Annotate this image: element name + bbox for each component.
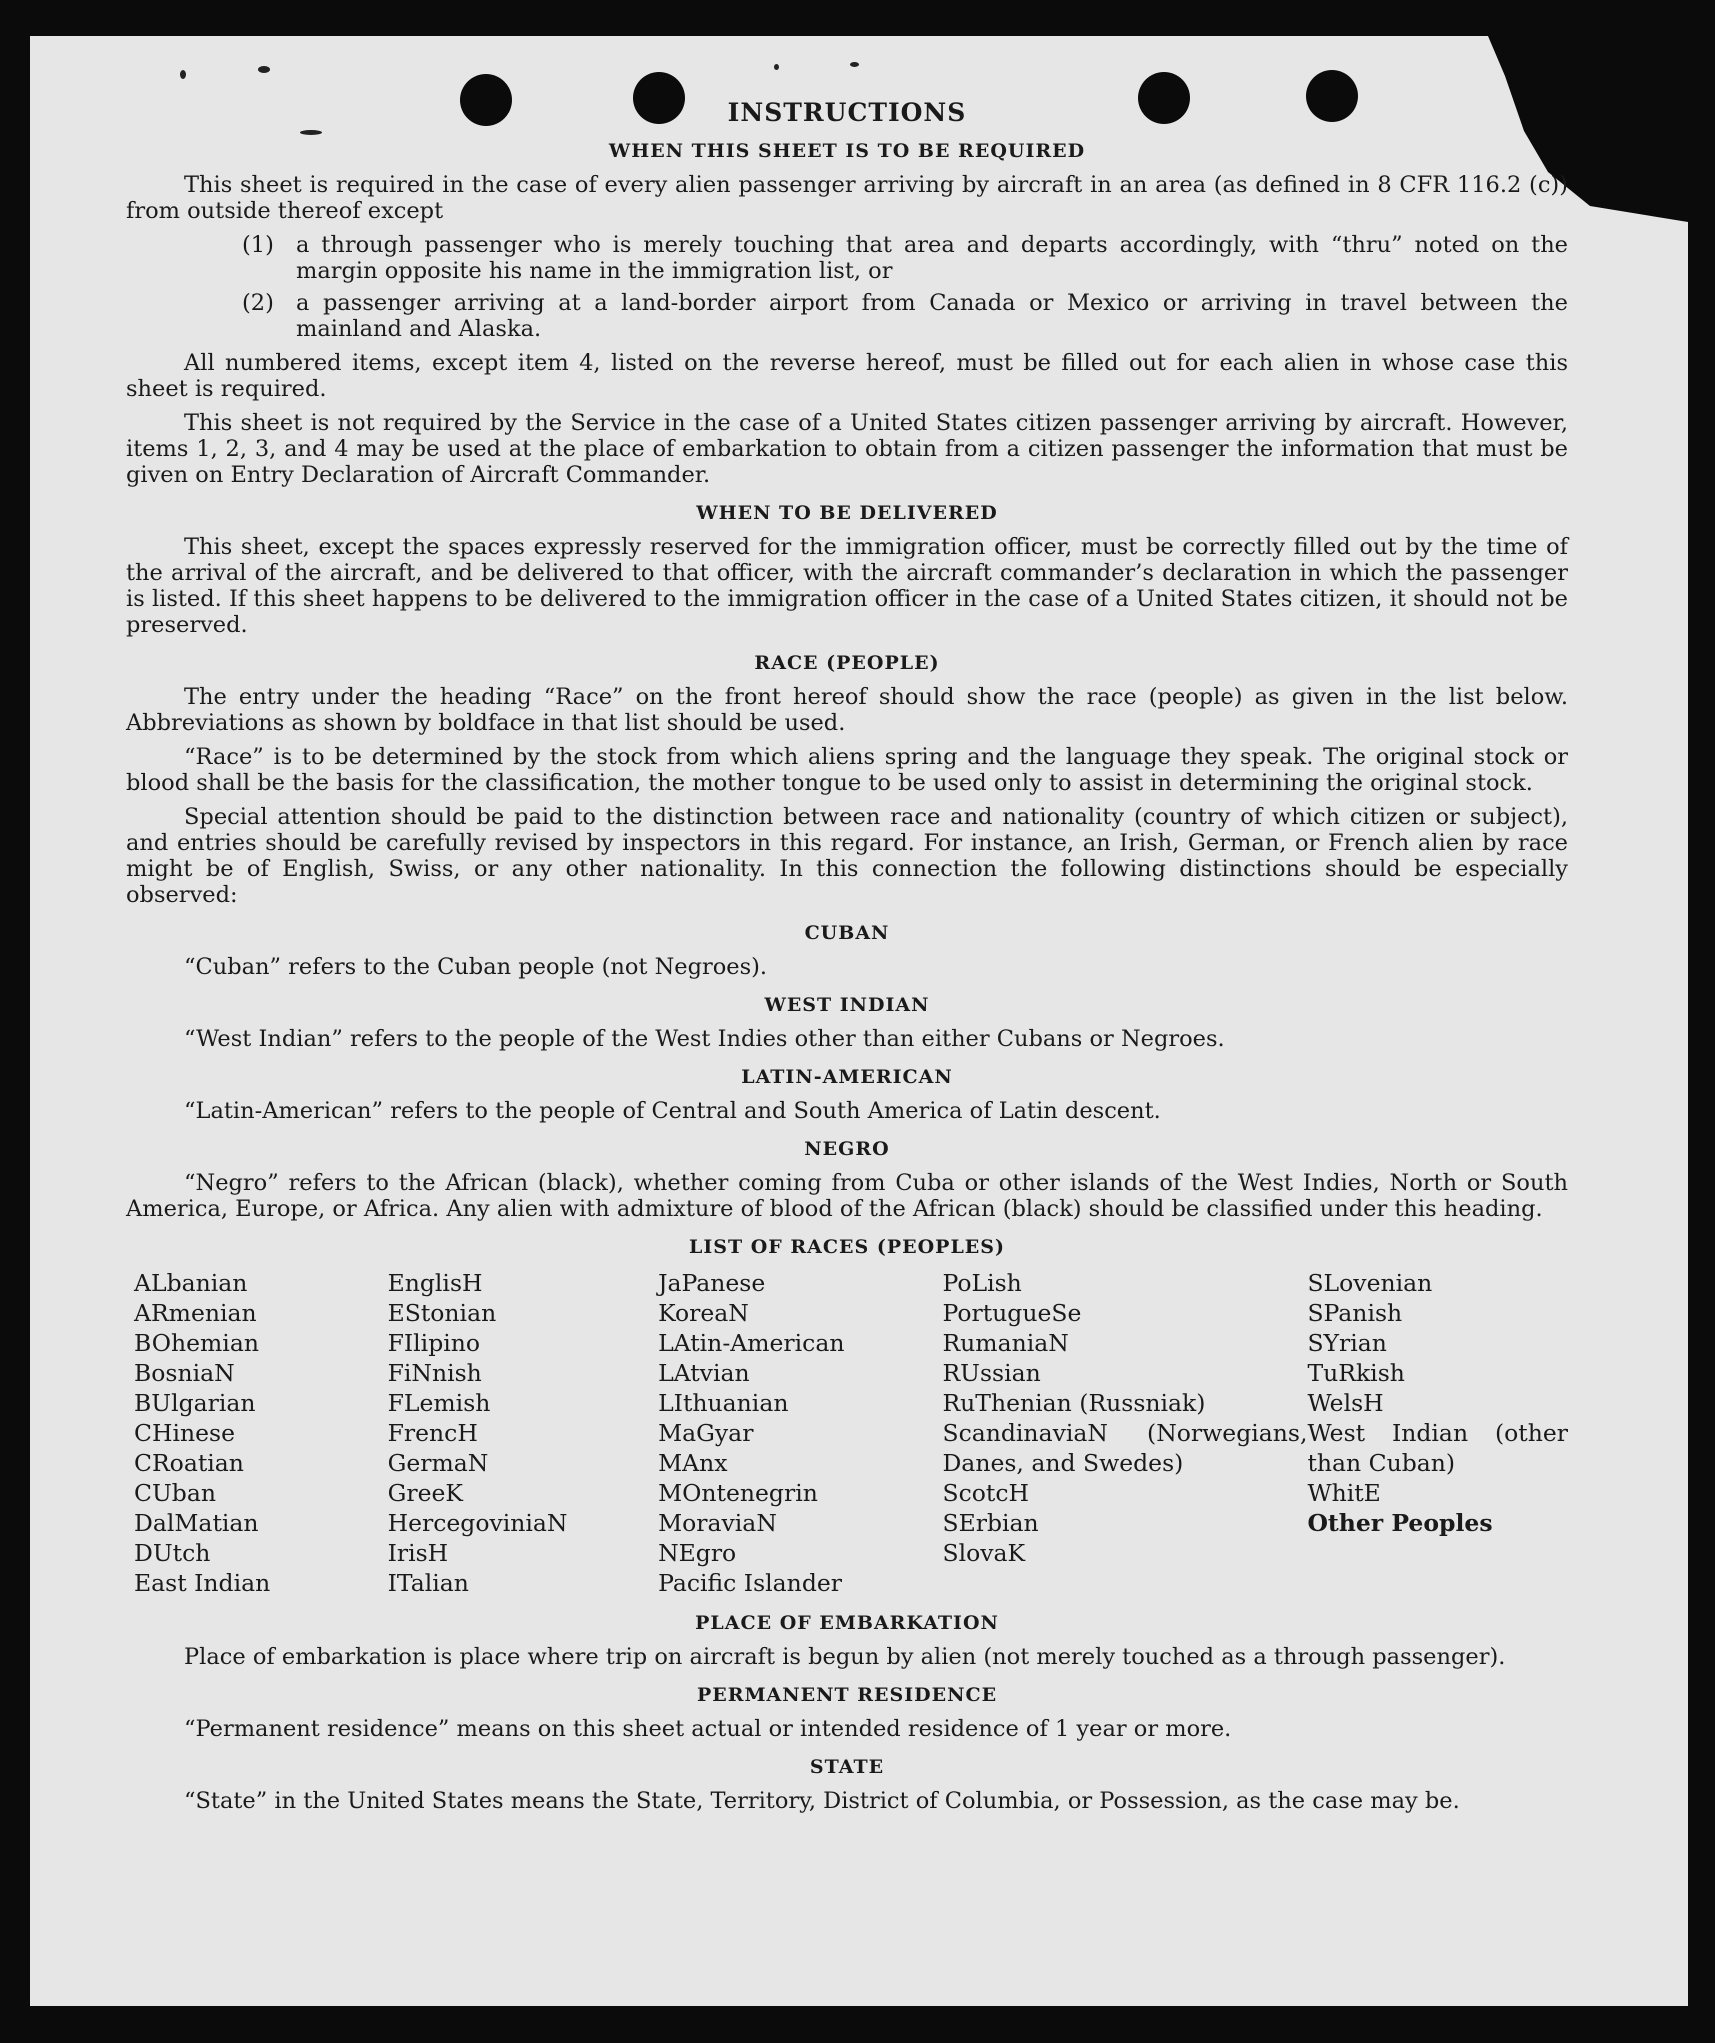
race-entry: BUlgarian: [134, 1389, 256, 1417]
list-item: [242, 232, 1568, 284]
race-entry: RUssian: [942, 1359, 1041, 1387]
section-heading-embarkation: PLACE OF EMBARKATION: [695, 1612, 999, 1634]
race-entry: PortugueSe: [942, 1299, 1082, 1327]
race-entry: WhitE: [1307, 1479, 1381, 1507]
race-entry: CRoatian: [134, 1449, 244, 1477]
race-entry: SYrian: [1307, 1329, 1387, 1357]
race-entry: KoreaN: [658, 1299, 749, 1327]
section-heading-negro: NEGRO: [804, 1138, 890, 1160]
paragraph: “Cuban” refers to the Cuban people (not Negroes).: [184, 954, 768, 980]
race-entry: EStonian: [387, 1299, 497, 1327]
race-entry: LIthuanian: [658, 1389, 789, 1417]
race-entry: PoLish: [942, 1269, 1022, 1297]
paragraph: Special attention should be paid to the distinction between race and nationality (country of which citizen or subject), and entries should be carefully revised by inspectors in this regard. For instance, an Irish, German, or French alien by race might be of English, Swiss, or any other nationality. In this connection the following distinctions should be especially observed:: [126, 804, 1568, 908]
race-entry: LAtin-American: [658, 1329, 845, 1357]
race-entry: West Indian (other than Cuban): [1307, 1419, 1568, 1477]
section-heading-residence: PERMANENT RESIDENCE: [696, 1684, 998, 1706]
paragraph: The entry under the heading “Race” on the front hereof should show the race (people) as given in the list below. Abbreviations as shown by boldface in that list should be used.: [126, 684, 1568, 736]
race-entry: DalMatian: [134, 1509, 259, 1537]
race-entry: SlovaK: [942, 1539, 1026, 1567]
paragraph: This sheet is not required by the Service in the case of a United States citizen passenger arriving by aircraft. However, items 1, 2, 3, and 4 may be used at the place of embarkation to obtain from a citizen passenger the information that must be given on Entry Declaration of Aircraft Commander.: [126, 410, 1568, 488]
speck: [180, 70, 186, 79]
race-entry: BOhemian: [134, 1329, 259, 1357]
race-entry: IrisH: [387, 1539, 449, 1567]
race-entry: LAtvian: [658, 1359, 750, 1387]
section-heading-west-indian: WEST INDIAN: [764, 994, 930, 1016]
races-column: [942, 1268, 1307, 1598]
section-heading-when-required: WHEN THIS SHEET IS TO BE REQUIRED: [608, 140, 1086, 162]
paragraph: “Negro” refers to the African (black), whether coming from Cuba or other islands of the West Indies, North or South America, Europe, or Africa. Any alien with admixture of blood of the African (black) should be classified under this heading.: [126, 1170, 1568, 1222]
races-list: [134, 1268, 1568, 1598]
paragraph: Place of embarkation is place where trip on aircraft is begun by alien (not merely touched as a through passenger).: [184, 1644, 1506, 1670]
race-entry: SLovenian: [1307, 1269, 1433, 1297]
race-entry: RumaniaN: [942, 1329, 1069, 1357]
instructions-content: [126, 100, 1568, 1822]
race-entry: FrencH: [387, 1419, 478, 1447]
race-entry: Other Peoples: [1307, 1509, 1493, 1537]
race-entry: NEgro: [658, 1539, 737, 1567]
race-entry: TuRkish: [1307, 1359, 1405, 1387]
race-entry: FiNnish: [387, 1359, 482, 1387]
race-entry: FLemish: [387, 1389, 491, 1417]
section-heading-cuban: CUBAN: [804, 922, 890, 944]
item-text: a through passenger who is merely touching that area and departs accordingly, with “thru” noted on the margin opposite his name in the immigration list, or: [296, 232, 1568, 284]
section-heading-latin-american: LATIN-AMERICAN: [741, 1066, 953, 1088]
race-entry: ITalian: [387, 1569, 469, 1597]
race-entry: DUtch: [134, 1539, 211, 1567]
race-entry: RuThenian (Russniak): [942, 1389, 1206, 1417]
race-entry: JaPanese: [658, 1269, 766, 1297]
race-entry: MaGyar: [658, 1419, 754, 1447]
paragraph: “West Indian” refers to the people of the West Indies other than either Cubans or Negroes.: [184, 1026, 1225, 1052]
item-number: (1): [242, 232, 274, 258]
item-text: a passenger arriving at a land-border airport from Canada or Mexico or arriving in travel between the mainland and Alaska.: [296, 290, 1568, 342]
race-entry: ALbanian: [134, 1269, 248, 1297]
race-entry: EnglisH: [387, 1269, 483, 1297]
speck: [258, 66, 270, 73]
race-entry: ARmenian: [134, 1299, 257, 1327]
exceptions-list: [242, 232, 1568, 342]
speck: [774, 64, 779, 70]
page-title: INSTRUCTIONS: [727, 98, 967, 127]
paragraph: This sheet is required in the case of every alien passenger arriving by aircraft in an area (as defined in 8 CFR 116.2 (c)) from outside thereof except: [126, 172, 1568, 224]
races-column: [658, 1268, 942, 1598]
races-column: [1307, 1268, 1568, 1598]
race-entry: BosniaN: [134, 1359, 235, 1387]
speck: [850, 62, 859, 67]
item-number: (2): [242, 290, 274, 316]
race-entry: FIlipino: [387, 1329, 481, 1357]
race-entry: CUban: [134, 1479, 216, 1507]
race-entry: ScotcH: [942, 1479, 1029, 1507]
race-entry: SErbian: [942, 1509, 1039, 1537]
section-heading-race: RACE (PEOPLE): [754, 652, 940, 674]
list-item: [242, 290, 1568, 342]
race-entry: SPanish: [1307, 1299, 1403, 1327]
race-entry: GreeK: [387, 1479, 463, 1507]
race-entry: MOntenegrin: [658, 1479, 818, 1507]
races-column: [388, 1268, 658, 1598]
section-heading-list-of-races: LIST OF RACES (PEOPLES): [689, 1236, 1005, 1258]
paragraph: All numbered items, except item 4, listed on the reverse hereof, must be filled out for each alien in whose case this sheet is required.: [126, 350, 1568, 402]
race-entry: HercegoviniaN: [387, 1509, 568, 1537]
race-entry: MoraviaN: [658, 1509, 777, 1537]
section-heading-when-delivered: WHEN TO BE DELIVERED: [696, 502, 998, 524]
paragraph: “Permanent residence” means on this sheet actual or intended residence of 1 year or more.: [184, 1716, 1232, 1742]
races-column: [134, 1268, 388, 1598]
paragraph: “Latin-American” refers to the people of Central and South America of Latin descent.: [184, 1098, 1161, 1124]
race-entry: ScandinaviaN (Norwegians, Danes, and Swedes): [942, 1419, 1308, 1477]
paragraph: “Race” is to be determined by the stock from which aliens spring and the language they speak. The original stock or blood shall be the basis for the classification, the mother tongue to be used only to assist in determining the original stock.: [126, 744, 1568, 796]
paragraph: This sheet, except the spaces expressly reserved for the immigration officer, must be correctly filled out by the time of the arrival of the aircraft, and be delivered to that officer, with the aircraft commander’s declaration in which the passenger is listed. If this sheet happens to be delivered to the immigration officer in the case of a United States citizen, it should not be preserved.: [126, 534, 1568, 638]
race-entry: WelsH: [1307, 1389, 1384, 1417]
section-heading-state: STATE: [809, 1756, 885, 1778]
race-entry: Pacific Islander: [658, 1569, 843, 1597]
race-entry: CHinese: [134, 1419, 235, 1447]
race-entry: GermaN: [387, 1449, 489, 1477]
race-entry: MAnx: [658, 1449, 728, 1477]
paragraph: “State” in the United States means the State, Territory, District of Columbia, or Possession, as the case may be.: [184, 1788, 1460, 1814]
race-entry: East Indian: [134, 1569, 271, 1597]
